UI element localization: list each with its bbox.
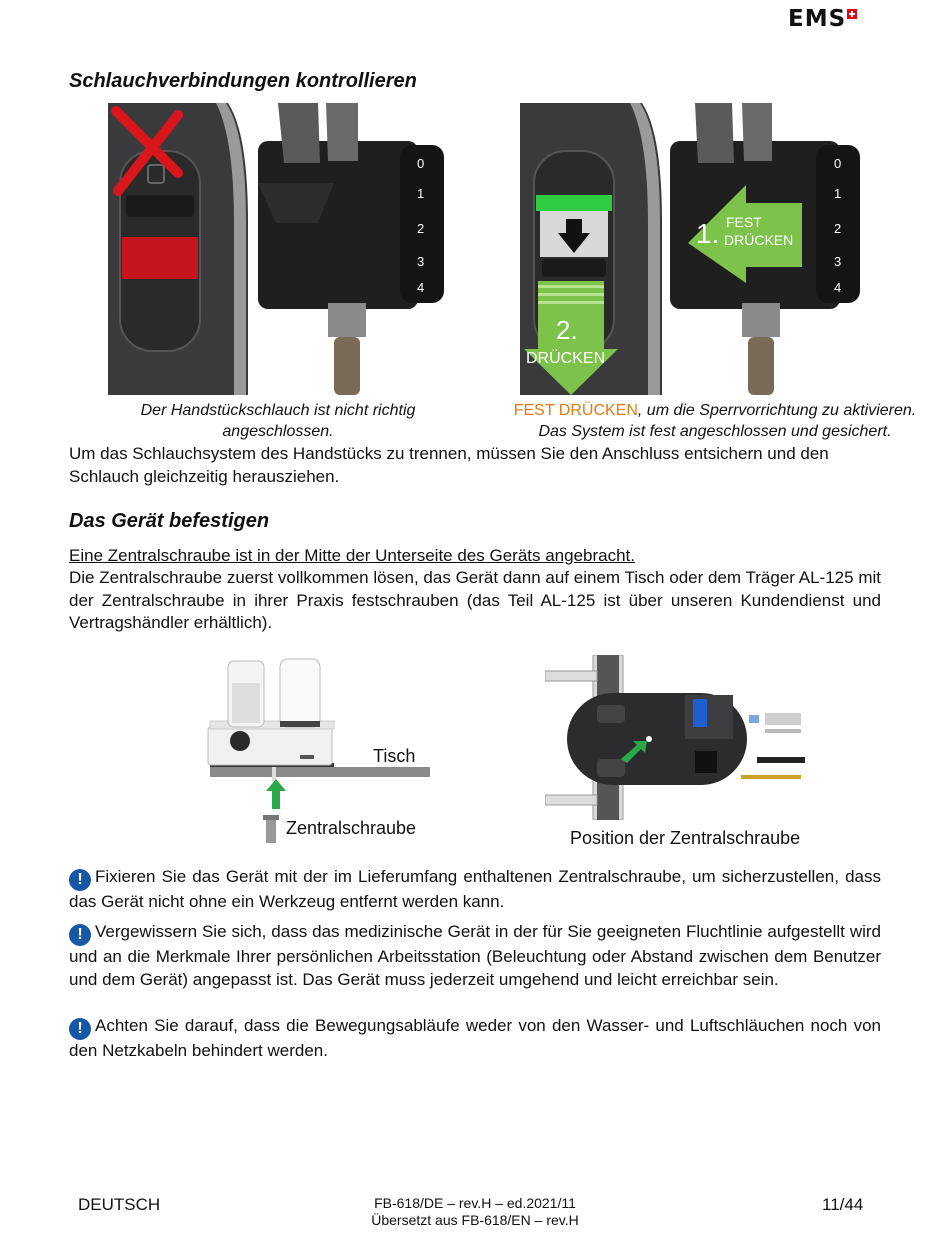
underlined-statement: Eine Zentralschraube ist in der Mitte der Unterseite des Geräts angebracht. <box>69 546 636 565</box>
note-text: Vergewissern Sie sich, dass das medizinische Gerät in der für Sie geeigneten Fluchtlinie aufgestellt wird und an die Merkmale Ihrer persönlichen Arbeitsstation (Beleuchtung oder Abstand zwischen dem Benutzer und dem Gerät) angepasst ist. Das Gerät muss jederzeit umgehend und leicht erreichbar sein. <box>69 922 881 989</box>
caption-line2: Das System ist fest angeschlossen und gesichert. <box>538 423 892 440</box>
label-position: Position der Zentralschraube <box>570 828 801 848</box>
footer-doc-line2: Übersetzt aus FB-618/EN – rev.H <box>371 1212 579 1228</box>
swiss-cross-icon <box>847 9 857 19</box>
note-1 <box>69 866 881 914</box>
dial-number: 4 <box>417 280 425 295</box>
dial-number: 3 <box>834 254 842 269</box>
dial-number: 3 <box>417 254 425 269</box>
arrow2-label: DRÜCKEN <box>526 350 606 367</box>
dial-number: 1 <box>417 186 425 201</box>
section-title-mount: Das Gerät befestigen <box>69 510 270 532</box>
note-text: Achten Sie darauf, dass die Bewegungsabläufe weder von den Wasser- und Luftschläuchen noch von den Netzkabeln behindert werden. <box>69 1016 881 1060</box>
exclamation-icon: ! <box>69 1018 91 1040</box>
arrow1-label: DRÜCKEN <box>724 232 794 248</box>
note-text: Fixieren Sie das Gerät mit der im Lieferumfang enthaltenen Zentralschraube, um sicherzustellen, dass das Gerät nicht ohne ein Werkzeug entfernt werden kann. <box>69 867 881 911</box>
exclamation-icon: ! <box>69 924 91 946</box>
caption-locked <box>470 400 950 442</box>
paragraph-disconnect: Um das Schlauchsystem des Handstücks zu trennen, müssen Sie den Anschluss entsichern und den Schlauch gleichzeitig herausziehen. <box>69 444 829 486</box>
dial-number: 2 <box>834 221 842 236</box>
label-zentralschraube: Zentralschraube <box>286 818 417 838</box>
arrow2-number: 2. <box>556 315 578 345</box>
dial-number: 0 <box>834 156 842 171</box>
screw-icon <box>263 815 279 843</box>
footer-page-number: 11/44 <box>822 1195 864 1214</box>
dial-number: 2 <box>417 221 425 236</box>
label-tisch: Tisch <box>373 746 416 766</box>
note-2 <box>69 921 881 991</box>
photo-hose-locked <box>520 103 860 395</box>
ems-logo: EMS <box>788 6 857 32</box>
caption-incorrect: Der Handstückschlauch ist nicht richtig angeschlossen. <box>140 402 416 440</box>
diagram-screw-position <box>545 655 810 820</box>
dial-number: 4 <box>834 280 842 295</box>
arrow-up-icon <box>266 779 286 809</box>
arrow1-number: 1. <box>696 218 720 249</box>
dial-number: 0 <box>417 156 425 171</box>
paragraph-mount: Die Zentralschraube zuerst vollkommen lösen, das Gerät dann auf einem Tisch oder dem Träger AL-125 mit der Zentralschraube in ihrer Praxis festschrauben (das Teil AL-125 ist über unseren Kundendienst und Vertragshändler erhältlich). <box>69 568 881 632</box>
section-title-hose: Schlauchverbindungen kontrollieren <box>69 70 417 92</box>
arrow1-label: FEST <box>726 214 762 230</box>
footer-docref <box>325 1195 625 1229</box>
footer-doc-line1: FB-618/DE – rev.H – ed.2021/11 <box>374 1195 576 1211</box>
caption-highlight: FEST DRÜCKEN <box>513 402 638 419</box>
photo-hose-incorrect <box>108 103 468 395</box>
caption-rest: , um die Sperrvorrichtung zu aktivieren. <box>637 402 917 419</box>
exclamation-icon: ! <box>69 869 91 891</box>
note-3 <box>69 1015 881 1063</box>
footer-language: DEUTSCH <box>78 1195 161 1214</box>
dial-number: 1 <box>834 186 842 201</box>
